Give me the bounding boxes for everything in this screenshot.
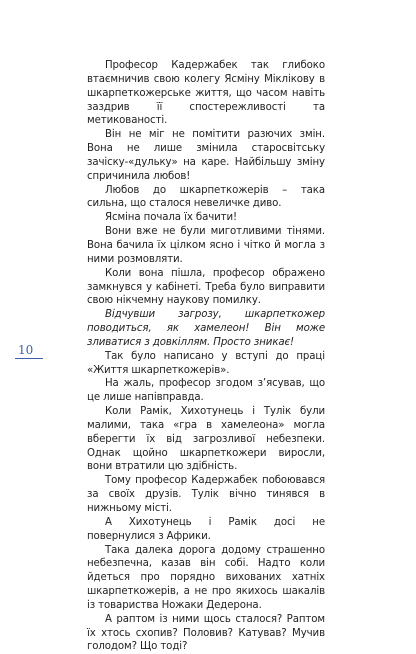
paragraph-4: Ясміна почала їх бачити! xyxy=(105,212,237,224)
paragraph-10: Коли Рамік, Хихотунець і Тулік були малими, така «гра в хамелеона» могла вберегти їх від загрозливої небезпеки. Однак щойно шкарпеткожери виросли, вони втратили цю здібність. xyxy=(87,406,325,473)
paragraph-9: На жаль, професор згодом з’ясував, що це лише напівправда. xyxy=(87,378,325,404)
paragraph-5: Вони вже не були миготливими тінями. Вона бачила їх цілком ясно і чітко й могла з ними розмовляти. xyxy=(87,226,325,265)
paragraph-11: Тому професор Кадержабек побоювався за своїх друзів. Тулік вічно тинявся в нижньому місті. xyxy=(87,475,325,514)
paragraph-2: Він не міг не помітити разючих змін. Вона не лише змінила старосвітську зачіску-«дульку» на каре. Найбільшу зміну спричинила любов! xyxy=(87,129,325,182)
paragraph-7-italic-quote: Відчувши загрозу, шкарпеткожер поводиться, як хамелеон! Він може зливатися з довкіллям. Просто зникає! xyxy=(87,309,325,348)
paragraph-13: Така далека дорога додому страшенно небезпечна, казав він собі. Надто коли йдеться про порядно вихованих хатніх шкарпеткожерів, а не про якихось шакалів із товариства Ножаки Дедерона. xyxy=(87,544,325,611)
paragraph-6: Коли вона пішла, професор ображено замкнувся у кабінеті. Треба було виправити свою нікчемну наукову помилку. xyxy=(87,267,325,307)
page-number: 10 xyxy=(18,343,34,357)
paragraph-14: А раптом із ними щось сталося? Раптом їх хтось схопив? Половив? Катував? Мучив голодом? Що тоді? xyxy=(87,613,325,653)
paragraph-3: Любов до шкарпеткожерів – така сильна, що сталося невеличке диво. xyxy=(87,184,325,210)
paragraph-8: Так було написано у вступі до праці «Життя шкарпеткожерів». xyxy=(87,350,325,376)
page-number-rule xyxy=(15,358,43,359)
paragraph-12: А Хихотунець і Рамік досі не повернулися з Африки. xyxy=(87,516,325,542)
paragraph-1: Професор Кадержабек так глибоко втаємничив свою колегу Ясміну Міклікову в шкарпеткожерське життя, що часом навіть заздрив її спостережливості та метикованості. xyxy=(87,60,325,127)
body-text xyxy=(87,59,325,654)
